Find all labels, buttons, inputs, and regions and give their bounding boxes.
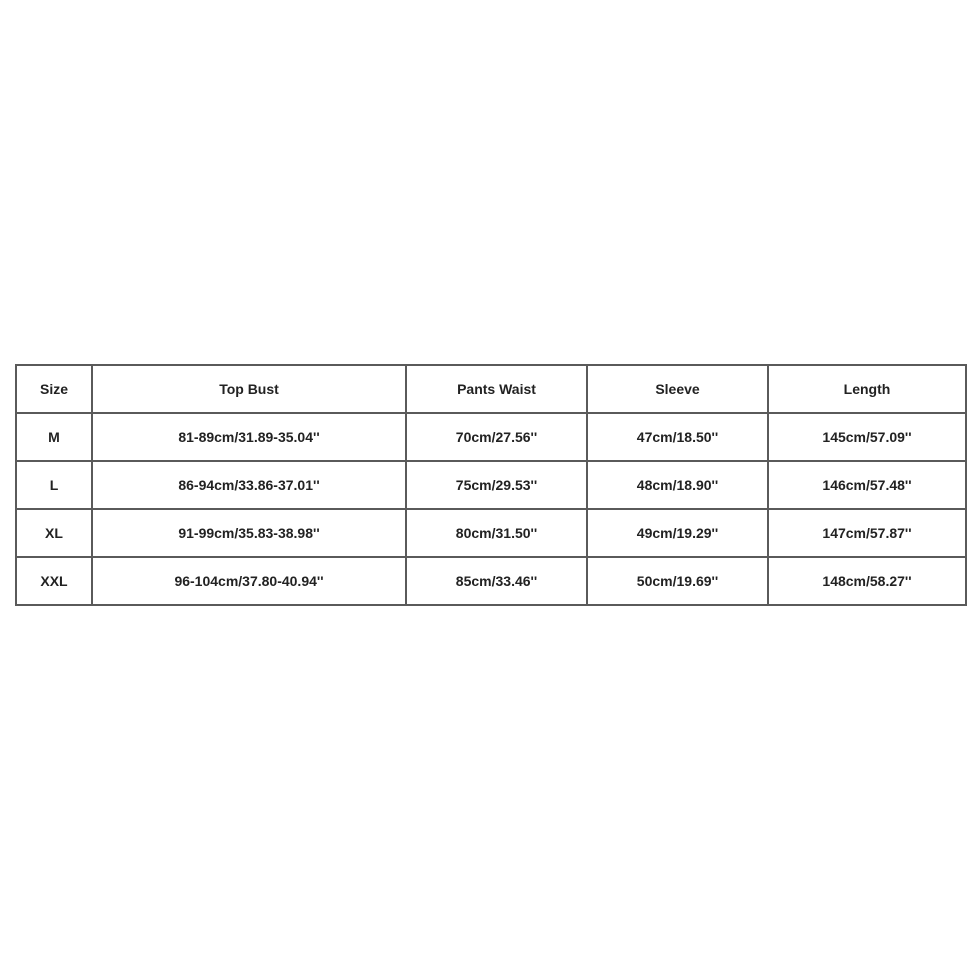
header-row: [16, 365, 966, 413]
table-row: [16, 413, 966, 461]
table-row: [16, 557, 966, 605]
sleeve-cell: 49cm/19.29'': [587, 509, 768, 557]
size-cell: M: [16, 413, 92, 461]
top-bust-cell: 91-99cm/35.83-38.98'': [92, 509, 406, 557]
sleeve-cell: 48cm/18.90'': [587, 461, 768, 509]
size-cell: L: [16, 461, 92, 509]
sleeve-cell: 47cm/18.50'': [587, 413, 768, 461]
header-size: Size: [16, 365, 92, 413]
length-cell: 148cm/58.27'': [768, 557, 966, 605]
length-cell: 145cm/57.09'': [768, 413, 966, 461]
top-bust-cell: 81-89cm/31.89-35.04'': [92, 413, 406, 461]
header-pants-waist: Pants Waist: [406, 365, 587, 413]
sleeve-cell: 50cm/19.69'': [587, 557, 768, 605]
size-chart-table: [15, 364, 967, 606]
pants-waist-cell: 70cm/27.56'': [406, 413, 587, 461]
top-bust-cell: 86-94cm/33.86-37.01'': [92, 461, 406, 509]
size-cell: XXL: [16, 557, 92, 605]
size-cell: XL: [16, 509, 92, 557]
length-cell: 147cm/57.87'': [768, 509, 966, 557]
pants-waist-cell: 85cm/33.46'': [406, 557, 587, 605]
table-row: [16, 509, 966, 557]
pants-waist-cell: 80cm/31.50'': [406, 509, 587, 557]
header-top-bust: Top Bust: [92, 365, 406, 413]
top-bust-cell: 96-104cm/37.80-40.94'': [92, 557, 406, 605]
header-sleeve: Sleeve: [587, 365, 768, 413]
table-row: [16, 461, 966, 509]
length-cell: 146cm/57.48'': [768, 461, 966, 509]
pants-waist-cell: 75cm/29.53'': [406, 461, 587, 509]
header-length: Length: [768, 365, 966, 413]
